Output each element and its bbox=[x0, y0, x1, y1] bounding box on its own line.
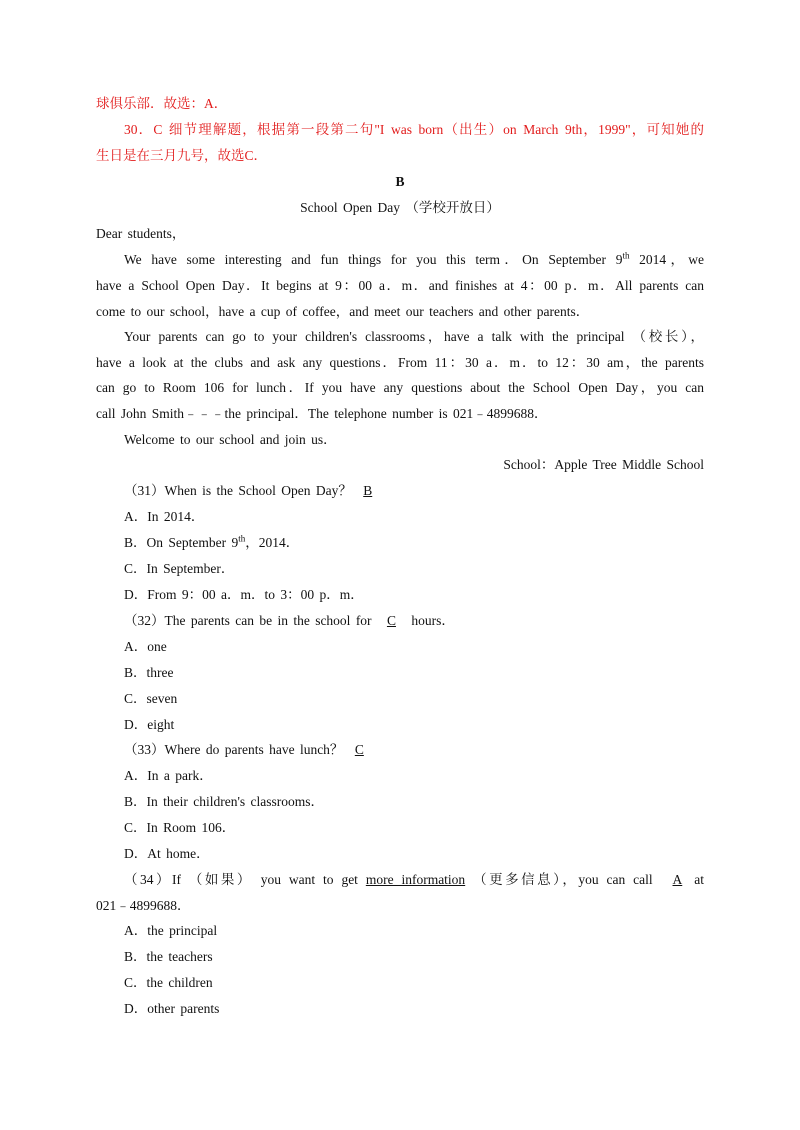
option: D．eight bbox=[124, 717, 175, 732]
option: A．In a park． bbox=[124, 768, 213, 783]
passage-title: School Open Day （学校开放日） bbox=[300, 200, 500, 215]
answer-blank: A bbox=[672, 872, 683, 887]
option: A．the principal bbox=[124, 923, 218, 938]
question-34-continued: 021﹣4899688． bbox=[96, 898, 191, 913]
question-33: （33）Where do parents have lunch？ C bbox=[124, 740, 370, 760]
option: D．other parents bbox=[124, 1001, 220, 1016]
option: C．In September． bbox=[124, 561, 235, 576]
section-letter: B bbox=[395, 174, 405, 189]
paragraph-line: have a School Open Day．It begins at 9：00 a．m．and finishes at 4：00 p．m．All parents can bbox=[96, 278, 704, 293]
option: C．seven bbox=[124, 691, 178, 706]
option: A．In 2014． bbox=[124, 509, 205, 524]
explanation-line: 生日是在三月九号，故选C． bbox=[96, 148, 268, 163]
answer-blank: C bbox=[354, 742, 364, 757]
option: C．the children bbox=[124, 975, 213, 990]
underlined-phrase: more information bbox=[365, 872, 466, 887]
greeting: Dear students， bbox=[96, 226, 186, 241]
option: C．In Room 106． bbox=[124, 820, 236, 835]
answer-blank: C bbox=[386, 613, 396, 628]
explanation-line: 30．C 细节理解题，根据第一段第二句"I was born（出生）on March 9th，1999"，可知她的 bbox=[124, 122, 704, 137]
closing-line: Welcome to our school and join us． bbox=[124, 432, 337, 447]
option: B．In their children's classrooms． bbox=[124, 794, 325, 809]
option: D．From 9：00 a．m．to 3：00 p．m． bbox=[124, 587, 364, 602]
option: B．the teachers bbox=[124, 949, 213, 964]
answer-blank: B bbox=[363, 483, 373, 498]
question-32: （32）The parents can be in the school for C hours． bbox=[124, 611, 455, 631]
option: A．one bbox=[124, 639, 167, 654]
paragraph-line: have a look at the clubs and ask any questions．From 11：30 a．m．to 12：30 am，the parents bbox=[96, 355, 704, 370]
question-31: （31）When is the School Open Day？ B bbox=[124, 481, 378, 501]
explanation-line: 球俱乐部．故选：A． bbox=[96, 96, 228, 111]
option: D．At home． bbox=[124, 846, 210, 861]
paragraph-line: call John Smith﹣﹣﹣the principal．The telephone number is 021﹣4899688． bbox=[96, 406, 548, 421]
paragraph-line: come to our school，have a cup of coffee，and meet our teachers and other parents． bbox=[96, 304, 590, 319]
option: B．three bbox=[124, 665, 174, 680]
paragraph-line: Your parents can go to your children's classrooms，have a talk with the principal （校长）， bbox=[124, 329, 704, 344]
question-34: （34）If （如果） you want to get more information （更多信息），you can call A at bbox=[124, 870, 704, 890]
paragraph-line: can go to Room 106 for lunch．If you have any questions about the School Open Day，you can bbox=[96, 380, 704, 395]
paragraph-line: We have some interesting and fun things for you this term．On September 9th 2014，we bbox=[124, 250, 705, 267]
signature: School：Apple Tree Middle School bbox=[503, 457, 704, 472]
option: B．On September 9th，2014． bbox=[124, 533, 300, 550]
